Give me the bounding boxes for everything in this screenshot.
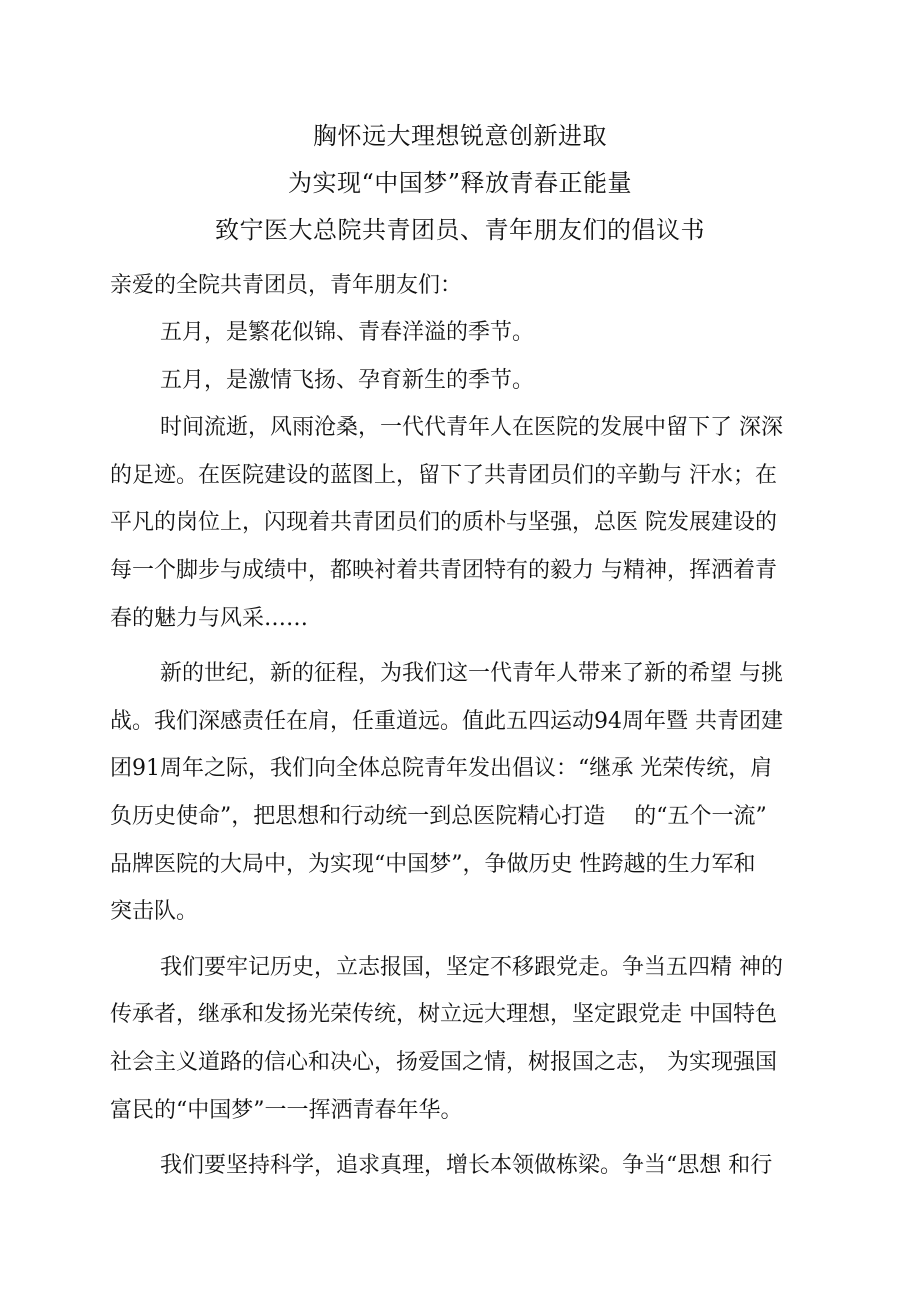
paragraph-line: 我们要坚持科学，追求真理，增长本领做栋梁。争当“思想 和行 — [160, 1153, 773, 1179]
paragraph-line: 五月，是繁花似锦、青春洋溢的季节。 — [160, 320, 535, 345]
paragraph-line: 突击队。 — [110, 899, 199, 925]
paragraph-line: 新的世纪，新的征程，为我们这一代青年人带来了新的希望 与挑 — [160, 661, 783, 687]
paragraph-line: 品牌医院的大局中，为实现“中国梦”，争做历史 性跨越的生力军和 — [110, 851, 756, 877]
paragraph-3 — [110, 404, 810, 642]
paragraph-line: 时间流逝，风雨沧桑，一代代青年人在医院的发展中留下了 深深 — [160, 415, 783, 441]
paragraph-1 — [110, 309, 810, 357]
paragraph-2 — [110, 357, 810, 405]
paragraph-line: 每一个脚步与成绩中，都映衬着共青团特有的毅力 与精神，挥洒着青 — [110, 557, 777, 583]
document-body — [110, 262, 810, 1190]
paragraph-5 — [110, 944, 810, 1134]
paragraph-line: 五月，是激情飞扬、孕育新生的季节。 — [160, 367, 535, 393]
paragraph-line: 富民的“中国梦”一一挥洒青春年华。 — [110, 1097, 463, 1123]
paragraph-line: 社会主义道路的信心和决心，扬爱国之情，树报国之志， 为实现强国 — [110, 1049, 777, 1075]
title-line-1: 胸怀远大理想锐意创新进取 — [313, 122, 607, 150]
title-block — [0, 113, 920, 254]
salutation: 亲爱的全院共青团员，青年朋友们： — [110, 273, 463, 298]
paragraph-line: 负历史使命”，把思想和行动统一到总医院精心打造 的“五个一流” — [110, 803, 767, 829]
paragraph-line: 传承者，继承和发扬光荣传统，树立远大理想，坚定跟党走 中国特色 — [110, 1002, 777, 1028]
paragraph-6 — [110, 1142, 810, 1190]
paragraph-line: 春的魅力与风采…… — [110, 605, 309, 631]
paragraph-4 — [110, 650, 810, 936]
paragraph-line: 战。我们深感责任在肩，任重道远。值此五四运动94周年暨 共青团建 — [110, 708, 783, 734]
paragraph-line: 团91周年之际，我们向全体总院青年发出倡议：“继承 光荣传统，肩 — [110, 756, 773, 782]
paragraph-line: 我们要牢记历史，立志报国，坚定不移跟党走。争当五四精 神的 — [160, 954, 783, 980]
paragraph-line: 的足迹。在医院建设的蓝图上，留下了共青团员们的辛勤与 汗水；在 — [110, 462, 777, 488]
title-line-3: 致宁医大总院共青团员、青年朋友们的倡议书 — [215, 216, 705, 244]
paragraph-line: 平凡的岗位上，闪现着共青团员们的质朴与坚强，总医 院发展建设的 — [110, 510, 777, 536]
title-line-2: 为实现“中国梦”释放青春正能量 — [287, 169, 633, 197]
